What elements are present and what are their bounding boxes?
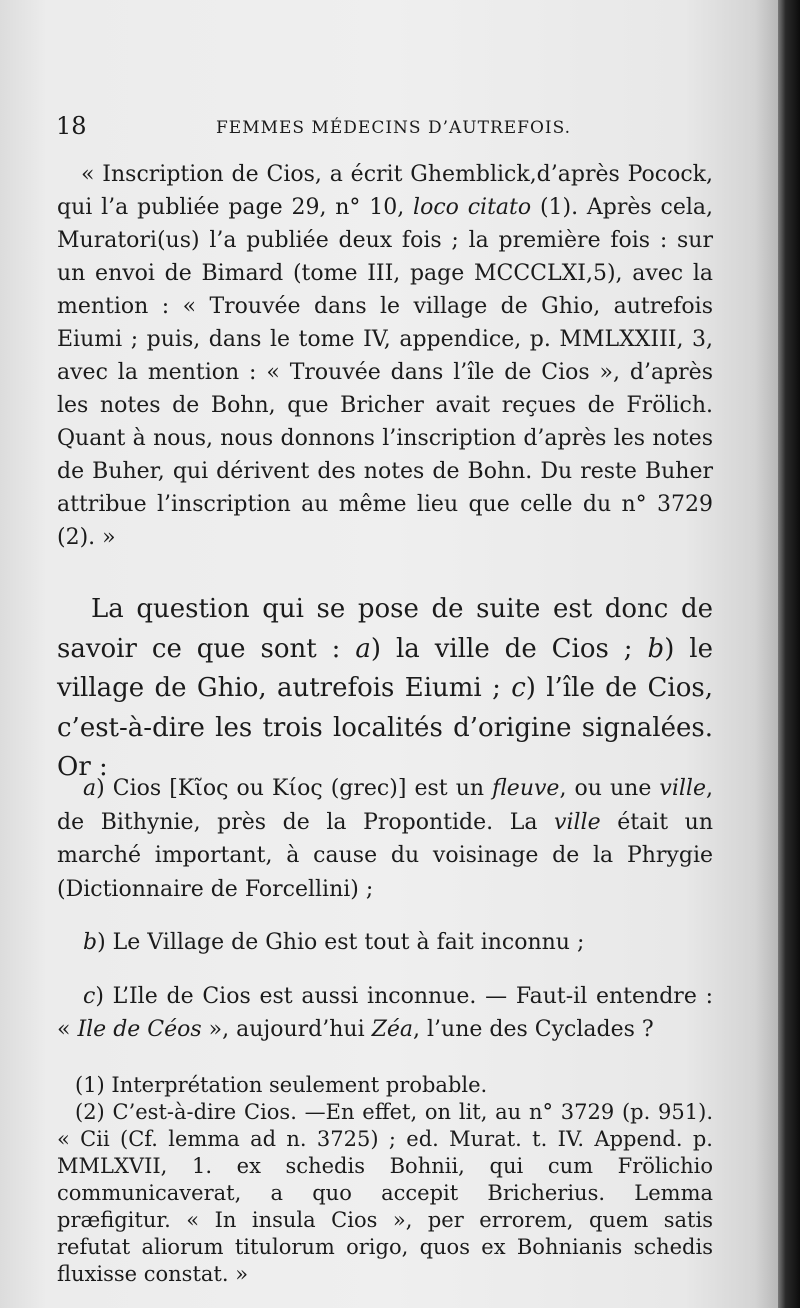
item-italic: fleuve (492, 776, 560, 801)
quoted-inscription-paragraph (57, 158, 713, 554)
main-text-part: ) l’île de Cios, c’est-à-dire les trois localités d’origine signalées. Or : (57, 673, 713, 782)
item-text: , l’une des Cyclades ? (413, 1017, 654, 1042)
item-text: était un marché important, à cause du voisinage de la Phrygie (Dictionnaire de Forcellini) ; (57, 809, 713, 902)
main-text (57, 590, 713, 788)
enumerated-items (57, 772, 713, 1047)
item-italic: Zéa (371, 1017, 414, 1042)
item-text: , de Bithynie, près de la Propontide. La (57, 776, 713, 835)
main-text-part: ) la ville de Cios ; (370, 633, 648, 664)
book-spine-shadow (778, 0, 800, 1308)
page-header (56, 112, 746, 146)
item-text: ) Cios [Κῖος ou Κίος (grec)] est un (96, 776, 493, 801)
running-title: FEMMES MÉDECINS D’AUTREFOIS. (216, 118, 572, 138)
item-b-label: b (83, 930, 98, 955)
footnotes (57, 1072, 713, 1288)
footnote-2: (2) C’est-à-dire Cios. —En effet, on lit, au n° 3729 (p. 951). « Cii (Cf. lemma ad n. 3725) ; ed. Murat. t. IV. Append. p. MMLXVII, 1. ex schedis Bohnii, qui cum Frölichio communicaverat, a quo accepit Bricherius. Lemma præfigitur. « In insula Cios », per errorem, quem satis refutat aliorum titulorum origo, quos ex Bohnianis schedis fluxisse constat. » (57, 1100, 713, 1286)
quote-text-part: « Inscription de Cios, a écrit Ghemblick,d’après Pocock, qui l’a publiée page 29, n° 10, (57, 162, 713, 220)
quote-italic-loco-citato: loco citato (413, 195, 532, 220)
quote-text (57, 158, 713, 554)
main-paragraph (57, 590, 713, 788)
item-c-label: c (83, 983, 96, 1009)
item-italic: ville (554, 809, 601, 835)
item-c (57, 980, 713, 1047)
main-label-b: b (647, 633, 665, 664)
item-text: , ou une (559, 776, 660, 801)
item-b (57, 926, 713, 960)
page-number: 18 (56, 112, 87, 140)
footnote-1: (1) Interprétation seulement probable. (75, 1073, 488, 1097)
quote-text-part: (1). Après cela, Muratori(us) l’a publiée deux fois ; la première fois : sur un envoi de Bimard (tome III, page MCCCLXI,5), avec la mention : « Trouvée dans le village de Ghio, autrefois Eiumi ; puis, dans le tome IV, appendice, p. MMLXXIII, 3, avec la mention : « Trouvée dans l’île de Cios », d’après les notes de Bohn, que Bricher avait reçues de Frölich. Quant à nous, nous donnons l’inscription d’après les notes de Buher, qui dérivent des notes de Bohn. Du reste Buher attribue l’inscription au même lieu que celle du n° 3729 (2). » (57, 195, 714, 550)
item-a (57, 772, 713, 906)
main-text-part: La question qui se pose de suite est donc de savoir ce que sont : (57, 594, 713, 664)
item-text: », aujourd’hui (201, 1017, 372, 1042)
item-text: ) Le Village de Ghio est tout à fait inconnu ; (97, 930, 585, 955)
main-label-c: c (511, 673, 526, 703)
item-text: ) L’Ile de Cios est aussi inconnue. — Faut-il entendre : « (57, 983, 713, 1042)
item-italic: Ile de Céos (77, 1017, 202, 1042)
item-a-label: a (83, 776, 97, 801)
main-label-a: a (355, 633, 371, 664)
item-italic: ville (659, 776, 706, 801)
main-text-part: ) le village de Ghio, autrefois Eiumi ; (57, 633, 713, 703)
